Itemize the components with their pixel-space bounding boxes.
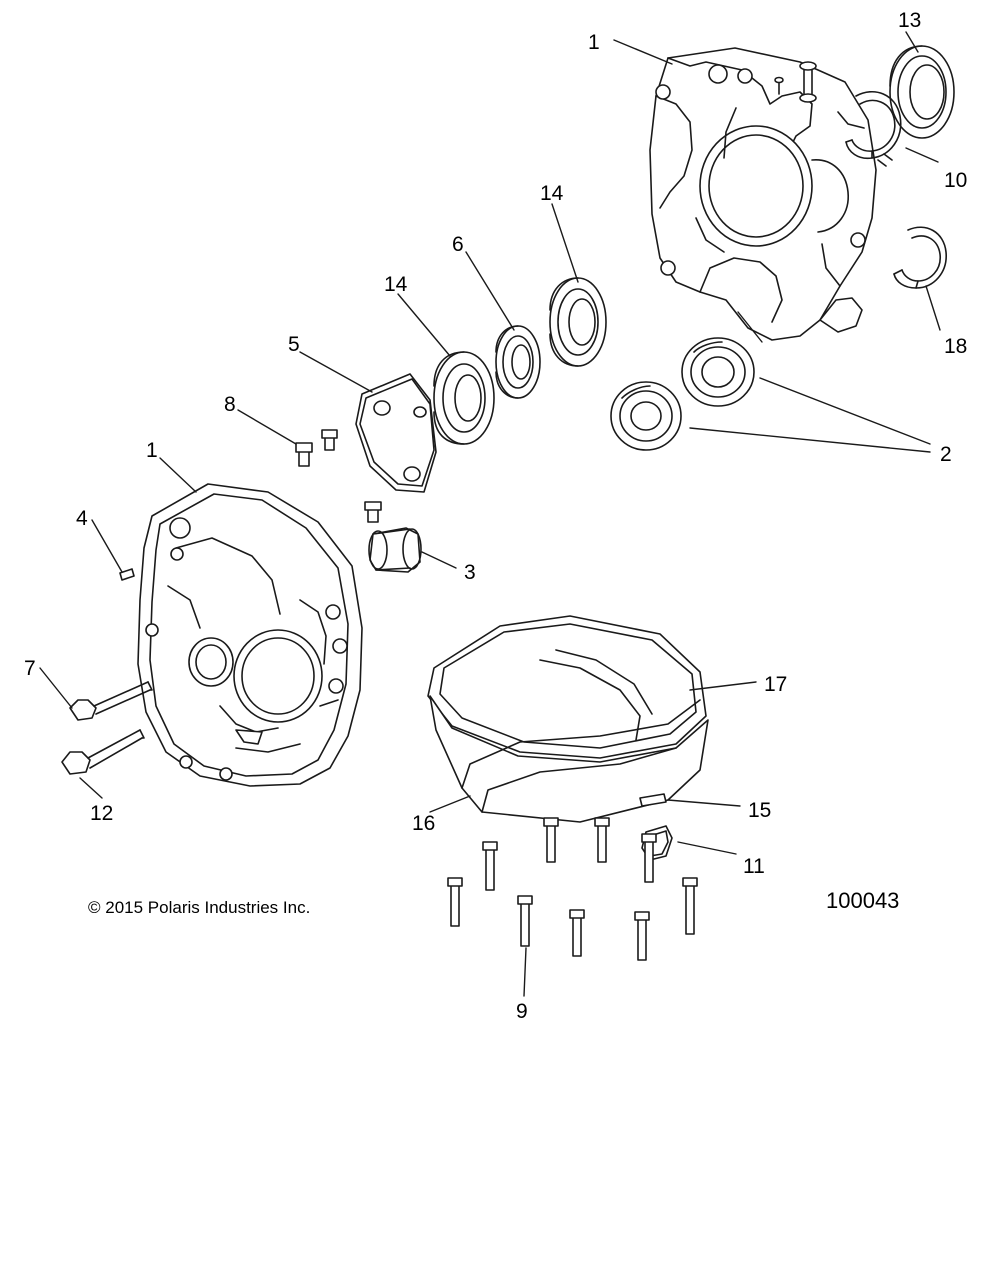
callout-4: 4 <box>76 507 88 530</box>
bolt-9-1 <box>483 842 497 890</box>
bolt-9-7 <box>570 910 584 956</box>
bolt-8-b <box>322 430 337 450</box>
bushing-3 <box>369 528 421 572</box>
callout-14-upper: 14 <box>540 182 564 205</box>
callout-6: 6 <box>452 233 464 256</box>
long-bolt-12 <box>62 730 144 774</box>
callout-9: 9 <box>516 1000 528 1023</box>
seal-13 <box>890 46 954 138</box>
callout-14-lower: 14 <box>384 273 408 296</box>
callout-17: 17 <box>764 673 788 696</box>
bolt-9-8 <box>635 912 649 960</box>
dowel-pin-4 <box>120 569 134 580</box>
retainer-plate-5 <box>356 374 436 492</box>
callout-16: 16 <box>412 812 436 835</box>
bolt-8-a <box>296 443 312 466</box>
callout-1-upper: 1 <box>588 31 600 54</box>
callout-1-lower: 1 <box>146 439 158 462</box>
bolt-9-2 <box>544 818 558 862</box>
callout-18: 18 <box>944 335 968 358</box>
diagram-part-number: 100043 <box>826 888 900 913</box>
callout-3: 3 <box>464 561 476 584</box>
lower-crankcase-half <box>138 484 362 786</box>
callout-5: 5 <box>288 333 300 356</box>
ball-bearing-2-lower <box>611 382 681 450</box>
copyright-notice: © 2015 Polaris Industries Inc. <box>88 898 311 917</box>
snap-ring-18 <box>894 227 946 288</box>
bearing-14-upper <box>550 278 606 366</box>
bolt-9-3 <box>595 818 609 862</box>
callout-8: 8 <box>224 393 236 416</box>
callout-13: 13 <box>898 9 922 32</box>
upper-crankcase-half <box>650 48 876 340</box>
callout-10: 10 <box>944 169 968 192</box>
callout-11: 11 <box>743 855 765 878</box>
ball-bearing-2-upper <box>682 338 754 406</box>
long-bolt-7 <box>70 682 152 720</box>
seal-6 <box>496 326 540 398</box>
bolt-9-6 <box>518 896 532 946</box>
bolt-9-5 <box>448 878 462 926</box>
callout-15: 15 <box>748 799 772 822</box>
callout-7: 7 <box>24 657 36 680</box>
bolt-9-9 <box>683 878 697 934</box>
bolt-8-c <box>365 502 381 522</box>
callout-2: 2 <box>940 443 952 466</box>
callout-12: 12 <box>90 802 114 825</box>
bearing-14-lower <box>434 352 494 444</box>
